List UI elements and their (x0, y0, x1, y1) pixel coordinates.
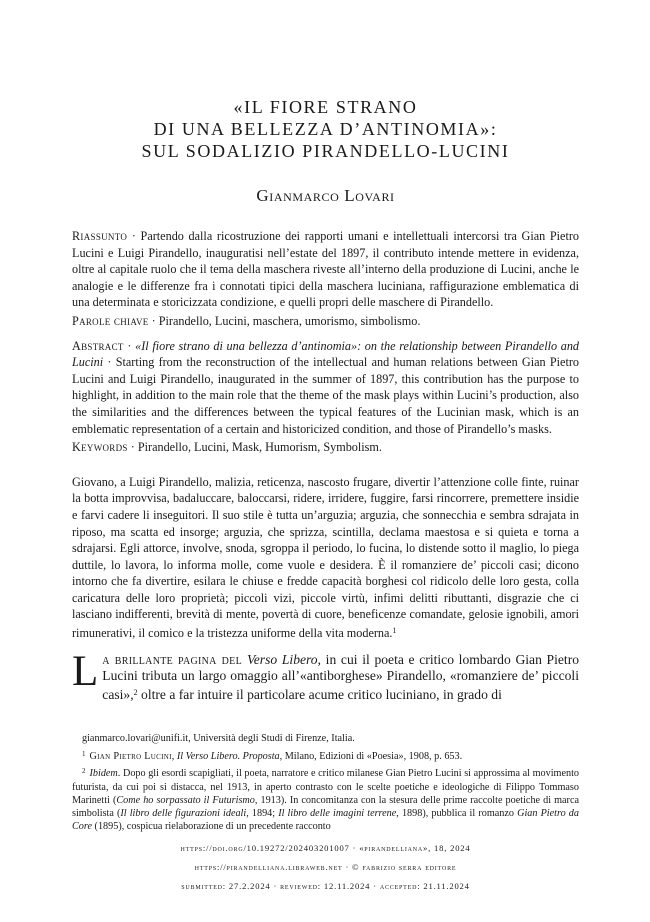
epigraph-text: Giovano, a Luigi Pirandello, malizia, reticenza, nascosto frugare, divertir l’attenzione colle finte, ruinar la botta improvvisa, badaluccare, baloccarsi, ridere, irridere, fuggire, farsi rincorrere, premettere insidie e farvi cadere li inseguitori. Il suo stile è tutta un’arguzia; arguzia, che sonnecchia e sembra sdrajata in riposo, ma scatta ed insorge; arguzia, che sprizza, scintilla, declama maestosa e si quieta e torna a sdrajarsi. Egli attorce, involve, snoda, sgroppa il periodo, lo fucina, lo distende sotto il maglio, lo piega duttile, lo lavora, lo informa molle, come vuole e desidera. È il romanziere de’ piccoli casi; dicono intorno che fa divertire, esilara le chiuse e fredde capacità borghesi col ridicolo delle loro gesta, colla caricatura delle loro proprietà; piccoli vizi, piccole virtù, infimi delitti ributtanti, disgrazie che ci lasciano indifferenti, brevità di mente, povertà di cuore, beneficenze comandate, gelosie ignobili, amori rimunerativi, il comico e la tristezza uniforme della vita moderna. (72, 474, 579, 641)
parole-chiave-text: · Pirandello, Lucini, maschera, umorismo, simbolismo. (148, 313, 421, 328)
body-part-2: , in cui il poeta e critico lombardo Gian Pietro Lucini tributa un largo omaggio all’«antiborghese» Pirandello, «romanziere de’ piccoli casi», (102, 651, 580, 703)
title-line-3: SUL SODALIZIO PIRANDELLO-LUCINI (141, 141, 510, 161)
body-note-ref[interactable]: 2 (133, 688, 138, 698)
affiliation: gianmarco.lovari@unifi.it, Università degli Studi di Firenze, Italia. (82, 733, 355, 745)
author-name: Gianmarco Lovari (256, 186, 395, 205)
body-part-3: oltre a far intuire il particolare acume critico luciniano, in grado di (137, 687, 502, 703)
parole-chiave-label: Parole chiave (72, 313, 149, 328)
body-text (72, 647, 580, 704)
body-part-1: a brillante pagina del (102, 651, 247, 667)
footnote-2: $^2$ Ibidem. Dopo gli esordi scapigliati, il poeta, narratore e critico milanese Gian Pietro Lucini si approssima al movimento futurista, da cui poi si distacca, nel 1913, in aperto contrasto con le scelte poetiche e ideologiche di Filippo Tommaso Marinetti (Come ho sorpassato il Futurismo, 1913). In concomitanza con la stesura delle prime raccolte poetiche di marca simbolista (Il libro delle figurazioni ideali, 1894; Il libro delle imagini terrene, 1898), pubblica il romanzo Gian Pietro da Core (1895), cospicua rielaborazione di un precedente racconto (72, 767, 579, 833)
abstract-text: · Starting from the reconstruction of the intellectual and human relations between Gian Pietro Lucini and Luigi Pirandello, inaugurated in the summer of 1897, this contribution has the purpose to highlight, in addition to the main role that the theme of the mask plays within Lucini’s production, also the similarities and the differences between the typical features of the Lucinian mask, which is an emblematic representation of a certain and historicized condition, and those of Pirandello’s masks. (72, 355, 579, 436)
abstract-section (72, 338, 579, 456)
footnote-1-author: Gian Pietro Lucini (89, 751, 172, 763)
riassunto-label: Riassunto (72, 229, 128, 243)
page-footer (72, 839, 579, 896)
keywords-label: Keywords (72, 440, 128, 455)
footnotes (72, 732, 579, 833)
abstract-paragraph: Abstract · «Il fiore strano di una bellezza d’antinomia»: on the relationship between Pirandello and Lucini · Starting from the reconstruction of the intellectual and human relations between Gian Pietro Lucini and Luigi Pirandello, inaugurated in the summer of 1897, this contribution has the purpose to highlight, in addition to the main role that the theme of the mask plays within Lucini’s production, also the similarities and the differences between the typical features of the Lucinian mask, which is an emblematic representation of a certain and historicized condition, and those of Pirandello’s masks. (72, 338, 580, 436)
epigraph (72, 474, 579, 642)
article-page (72, 96, 579, 896)
title-line-2: DI UNA BELLEZZA D’ANTINOMIA»: (153, 119, 498, 139)
footer-dates-line: submitted: 27.2.2024 · reviewed: 12.11.2024 · accepted: 21.11.2024 (181, 881, 470, 892)
abstract-title: «Il fiore strano di una bellezza d’antinomia»: on the relationship between Pirandello and Lucini (72, 338, 580, 370)
riassunto-section (72, 228, 579, 330)
keywords-text: · Pirandello, Lucini, Mask, Humorism, Symbolism. (127, 440, 382, 455)
article-title (72, 96, 579, 162)
riassunto-paragraph (72, 228, 579, 311)
body-work-title: Verso Libero (246, 651, 318, 667)
footer-doi-line: https://doi.org/10.19272/202403201007 · «pirandelliana», 18, 2024 (180, 843, 471, 854)
parole-chiave-paragraph (72, 313, 579, 330)
footer-url-line: https://pirandelliana.libraweb.net · © fabrizio serra editore (194, 862, 457, 873)
footnote-1: $^1$ Gian Pietro Lucini, Il Verso Libero. Proposta, Milano, Edizioni di «Poesia», 1908, p. 653. (82, 750, 463, 763)
footnote-1-work: Il Verso Libero. Proposta (176, 751, 280, 763)
title-line-1: «IL FIORE STRANO (233, 97, 418, 117)
epigraph-note-ref[interactable]: 1 (392, 626, 397, 636)
riassunto-text: · Partendo dalla ricostruzione dei rapporti umani e intellettuali intercorsi tra Gian Pietro Lucini e Luigi Pirandello, inauguratisi nell’estate del 1897, il contributo intende mettere in evidenza, oltre al capitale ruolo che il tema della maschera riveste all’interno della produzione di Lucini, anche le analogie e le differenze fra i connotati tipici della maschera luciniana, raffigurazione emblematica di una determinata e storicizzata condizione, e quelli propri delle maschere di Pirandello. (72, 229, 579, 310)
abstract-label: Abstract (72, 338, 124, 353)
dropcap-letter: L (72, 647, 99, 695)
keywords-paragraph (72, 439, 579, 456)
